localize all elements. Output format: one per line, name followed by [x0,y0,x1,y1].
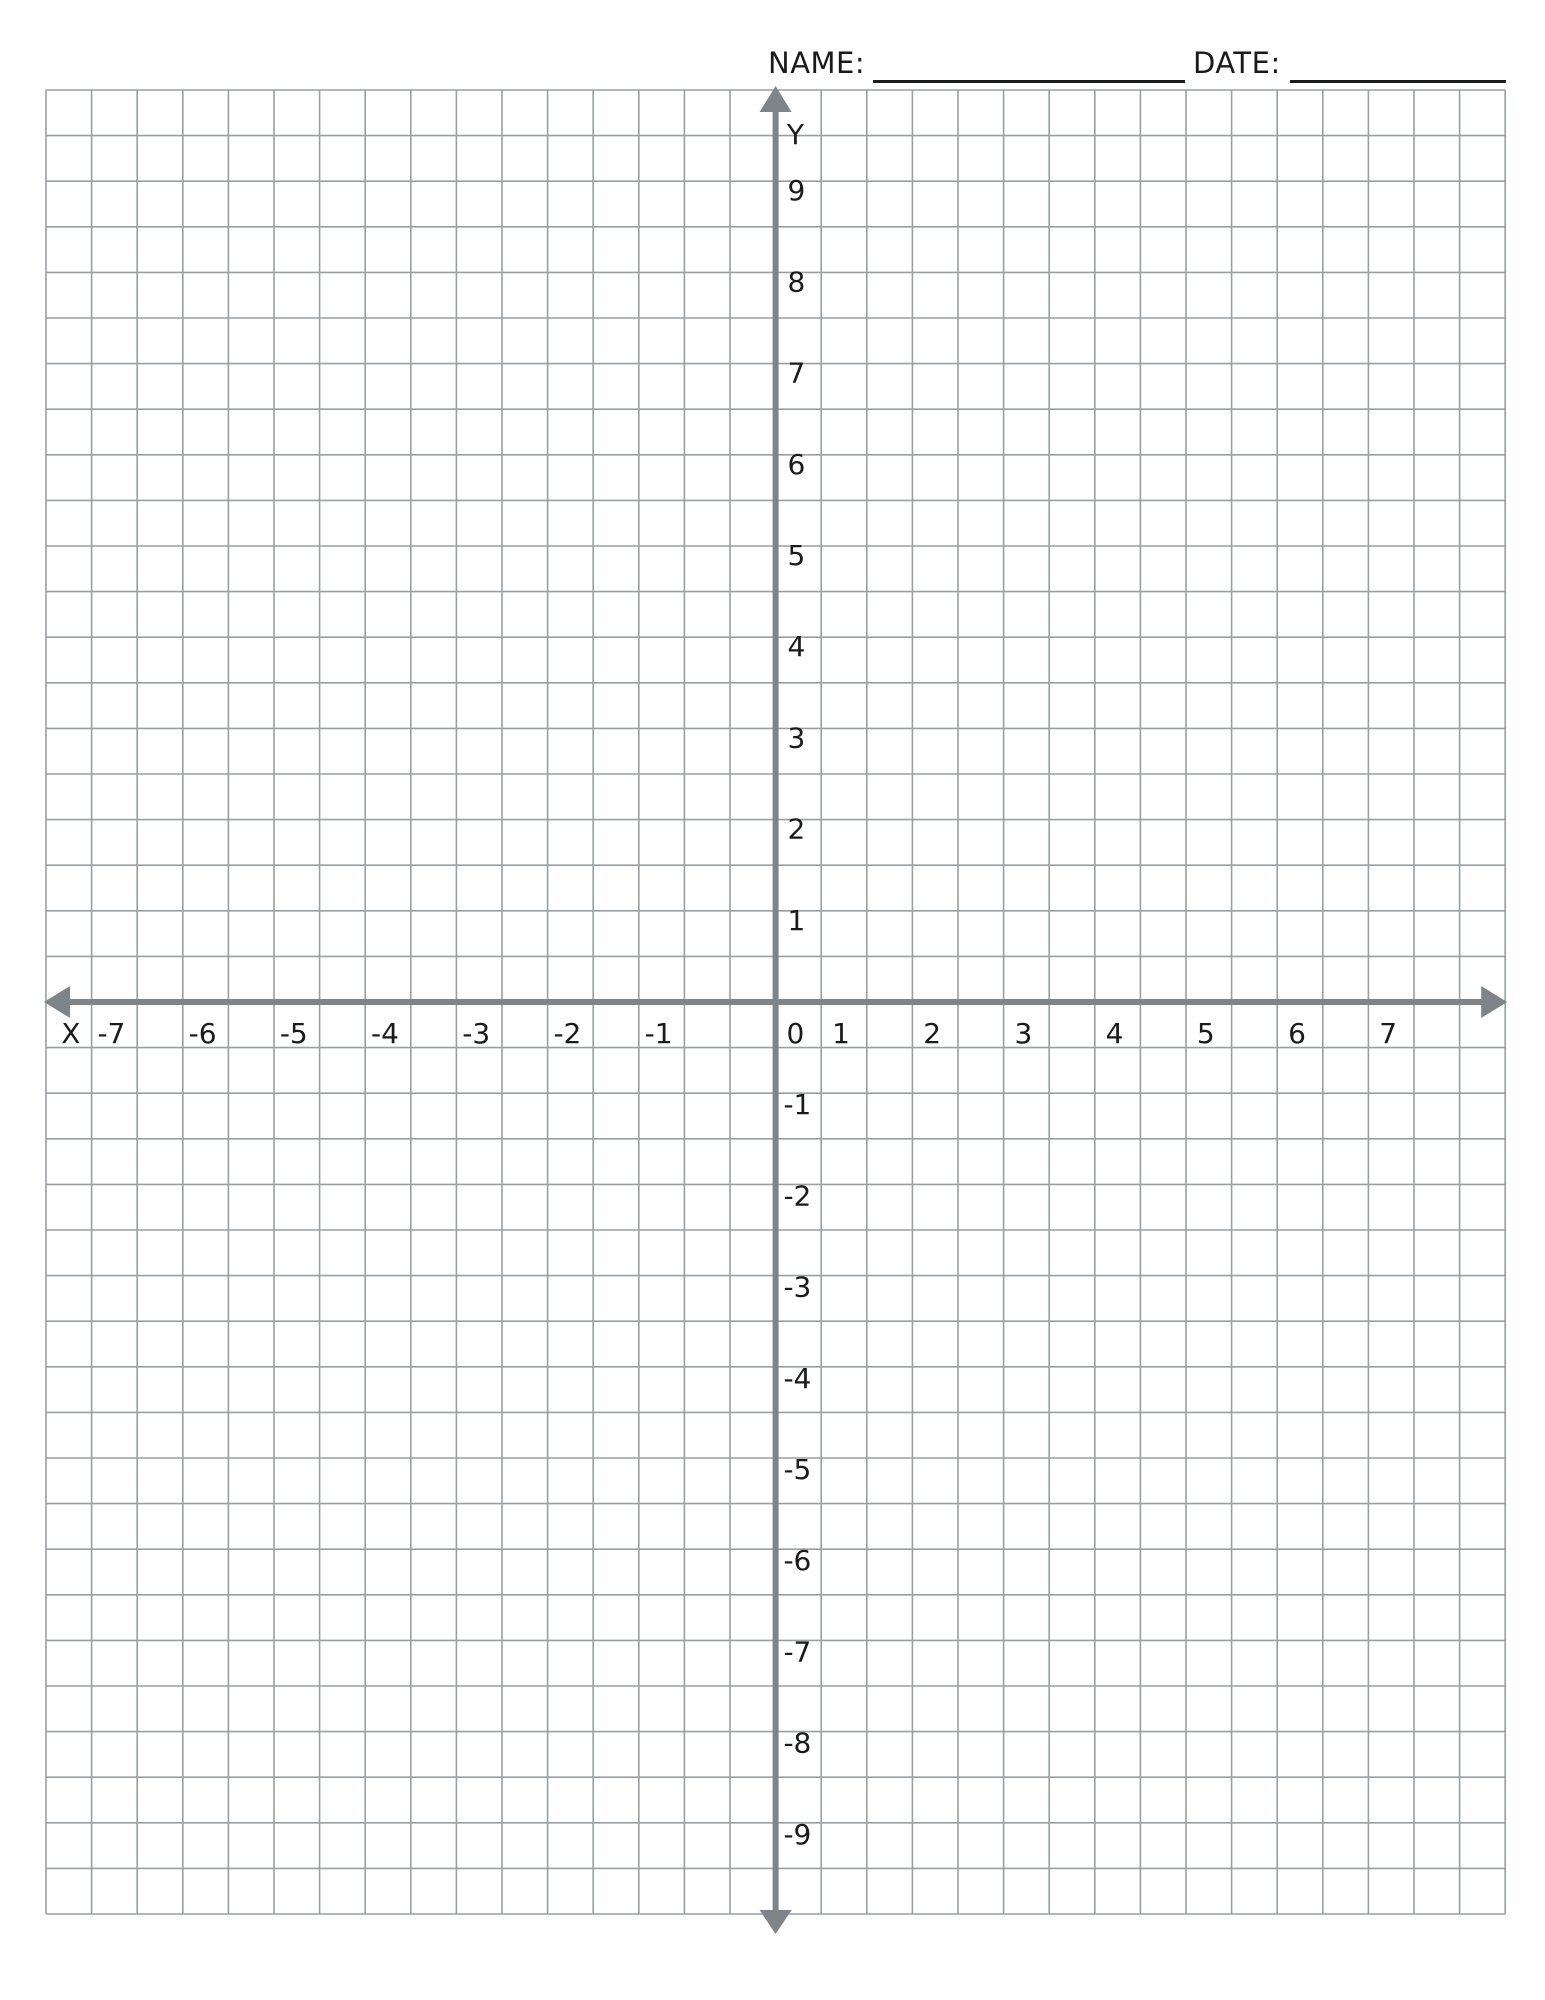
y-tick-label: 9 [787,174,806,208]
y-tick-label: 8 [787,265,806,299]
origin-label: 0 [786,1017,805,1050]
x-tick-label: -4 [371,1017,399,1050]
x-tick-label: -6 [188,1017,217,1050]
y-tick-label: 5 [787,539,806,572]
x-tick-label: -1 [644,1017,673,1050]
y-tick-label: -5 [783,1453,812,1486]
y-tick-label: -2 [783,1179,812,1213]
y-tick-label: 6 [787,447,806,481]
date-label: DATE: [1193,46,1281,80]
axis-labels [61,118,1397,1851]
x-axis-arrow-left [44,986,70,1018]
y-tick-label: -8 [783,1726,812,1760]
x-axis-arrow-right [1481,986,1507,1018]
y-tick-label: 1 [787,903,806,937]
x-tick-label: -7 [97,1017,126,1050]
y-tick-label: -3 [783,1270,812,1304]
x-tick-label: 4 [1105,1017,1124,1050]
x-tick-label: 7 [1379,1017,1398,1050]
y-tick-label: 2 [787,812,806,846]
name-label: NAME: [768,46,866,80]
x-tick-label: -3 [462,1017,491,1050]
y-tick-label: -4 [783,1361,812,1395]
y-tick-label: -1 [783,1088,812,1122]
y-axis-label: Y [786,118,804,151]
x-tick-label: 3 [1014,1017,1033,1050]
y-tick-label: 3 [787,721,806,755]
x-axis-label: X [61,1017,81,1050]
x-tick-label: 5 [1196,1017,1215,1050]
x-tick-label: -5 [279,1017,308,1050]
x-tick-label: 6 [1288,1017,1306,1050]
y-tick-label: 4 [787,630,806,664]
y-tick-label: -6 [783,1544,812,1578]
x-tick-label: 1 [832,1017,850,1050]
y-tick-label: -7 [783,1635,812,1669]
y-axis-arrow-bottom [760,1910,792,1934]
x-tick-label: 2 [923,1017,942,1050]
x-tick-label: -2 [553,1017,582,1050]
y-tick-label: -9 [783,1817,812,1851]
y-tick-label: 7 [787,356,806,390]
